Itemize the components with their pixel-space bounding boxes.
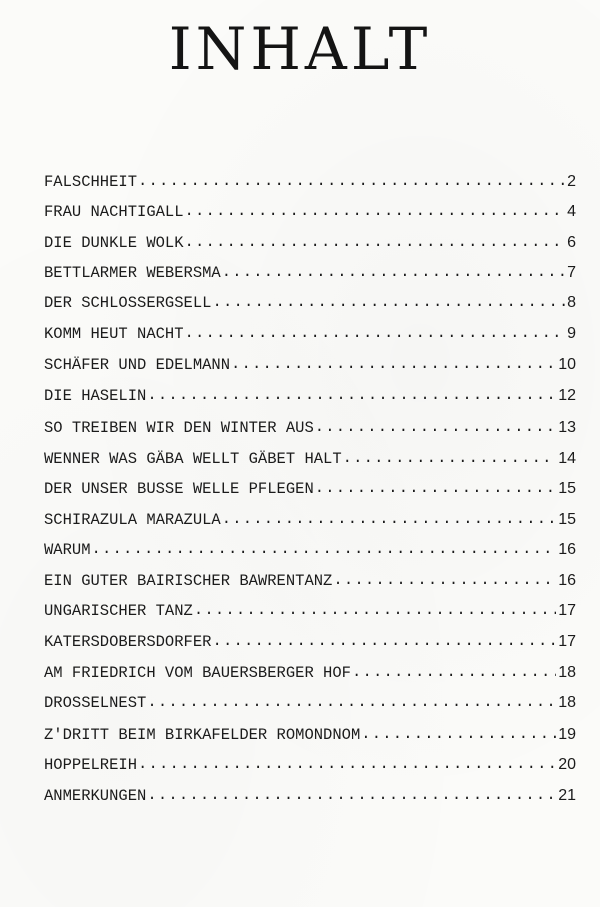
toc-entry-title: Z'DRITT BEIM BIRKAFELDER ROMONDNOM [44,726,361,744]
toc-entry-page: 17 [558,602,576,619]
toc-entry [44,477,576,501]
toc-entry-title: FRAU NACHTIGALL [44,203,184,221]
toc-entry-title: WARUM [44,541,91,559]
page-title: INHALT [168,15,432,83]
toc-entry-page: 9 [567,325,576,342]
toc-entry-page: 16 [558,541,576,558]
toc-entry-page: 16 [558,572,576,589]
toc-entry-page: 18 [558,694,576,711]
toc-entry [44,784,576,808]
toc-entry-page: 21 [558,787,576,804]
toc-entry [44,447,576,471]
toc-entry [44,599,576,623]
toc-entry [44,261,576,285]
toc-entry [44,416,576,440]
dot-leader [147,383,556,407]
toc-entry-title: AM FRIEDRICH VOM BAUERSBERGER HOF [44,664,351,682]
toc-entry-title: FALSCHHEIT [44,173,138,191]
toc-entry-title: SCHÄFER UND EDELMANN [44,356,231,374]
toc-entry-title: DIE HASELIN [44,387,147,405]
toc-entry-title: KOMM HEUT NACHT [44,325,184,343]
toc-entry-page: 17 [558,633,576,650]
toc-entry-page: 10 [558,356,576,373]
dot-leader [212,290,565,314]
toc-entry-page: 8 [567,294,576,311]
toc-entry [44,200,576,224]
toc-entry-title: HOPPELREIH [44,756,138,774]
toc-entry-title: DROSSELNEST [44,694,147,712]
toc-entry [44,753,576,777]
dot-leader [352,660,556,684]
toc-entry [44,384,576,408]
toc-entry-title: ANMERKUNGEN [44,787,147,805]
toc-entry-page: 14 [558,450,576,467]
dot-leader [185,321,566,345]
toc-entry [44,661,576,685]
toc-entry-title: DER UNSER BUSSE WELLE PFLEGEN [44,480,314,498]
toc-entry [44,353,576,377]
dot-leader [92,537,557,561]
toc-entry [44,569,576,593]
toc-entry-page: 13 [558,419,576,436]
toc-entry [44,291,576,315]
toc-entry-page: 12 [558,387,576,404]
toc-entry-title: DER SCHLOSSERGSELL [44,294,212,312]
dot-leader [315,415,556,439]
toc-entry-page: 19 [558,726,576,743]
toc-entry [44,231,576,255]
toc-entry-page: 18 [558,664,576,681]
dot-leader [185,199,566,223]
toc-entry-title: UNGARISCHER TANZ [44,602,193,620]
toc-entry-title: DIE DUNKLE WOLK [44,234,184,252]
toc-entry [44,322,576,346]
dot-leader [212,629,556,653]
toc-entry-page: 4 [567,203,576,220]
dot-leader [147,690,556,714]
dot-leader [147,783,556,807]
dot-leader [222,260,565,284]
toc-entry-title: BETTLARMER WEBERSMA [44,264,221,282]
toc-entry [44,508,576,532]
toc-entry-title: SCHIRAZULA MARAZULA [44,511,221,529]
toc-entry [44,170,576,194]
dot-leader [138,169,565,193]
toc-entry-page: 20 [558,756,576,773]
toc-entry-page: 7 [567,264,576,281]
toc-entry [44,630,576,654]
dot-leader [343,446,557,470]
toc-entry-page: 15 [558,480,576,497]
toc-entry-title: KATERSDOBERSDORFER [44,633,212,651]
toc-entry-title: WENNER WAS GÄBA WELLT GÄBET HALT [44,450,342,468]
dot-leader [231,352,556,376]
dot-leader [333,568,556,592]
toc-entry-page: 2 [567,173,576,190]
toc-entry [44,691,576,715]
toc-entry-page: 6 [567,234,576,251]
dot-leader [185,230,566,254]
dot-leader [361,722,556,746]
toc-entry [44,723,576,747]
dot-leader [315,476,556,500]
toc-entry-title: EIN GUTER BAIRISCHER BAWRENTANZ [44,572,333,590]
toc-entry [44,538,576,562]
toc-entry-title: SO TREIBEN WIR DEN WINTER AUS [44,419,314,437]
dot-leader [138,752,556,776]
dot-leader [194,598,556,622]
dot-leader [222,507,556,531]
toc-entry-page: 15 [558,511,576,528]
